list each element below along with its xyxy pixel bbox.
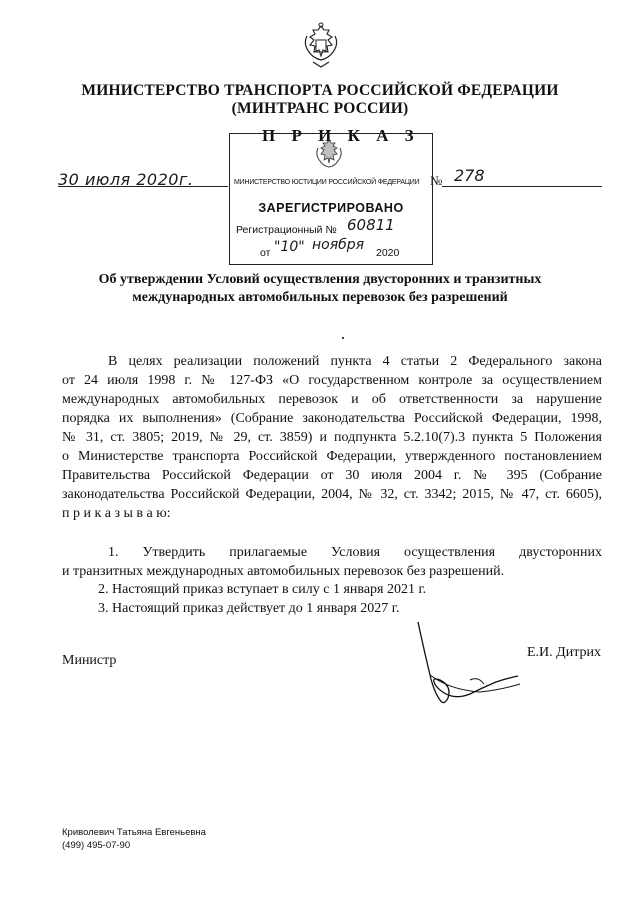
stamp-month: ноября bbox=[312, 237, 365, 253]
paragraph-line: В целях реализации положений пункта 4 статьи 2 Федерального закона bbox=[108, 354, 602, 369]
paragraph-line: о Министерстве транспорта Российской Федерации, утвержденного постановлением bbox=[62, 449, 602, 464]
registration-stamp bbox=[229, 133, 433, 265]
ministry-name: МИНИСТЕРСТВО ТРАНСПОРТА РОССИЙСКОЙ ФЕДЕРАЦИИ bbox=[81, 82, 559, 99]
stamp-organization: МИНИСТЕРСТВО ЮСТИЦИИ РОССИЙСКОЙ ФЕДЕРАЦИИ bbox=[234, 179, 420, 186]
stamp-reg-number: 60811 bbox=[347, 216, 395, 234]
ministry-short-name: (МИНТРАНС РОССИИ) bbox=[231, 100, 409, 117]
signer-name: Е.И. Дитрих bbox=[527, 645, 601, 660]
item-3: 3. Настоящий приказ действует до 1 января 2027 г. bbox=[98, 600, 400, 616]
paragraph-line: п р и к а з ы в а ю: bbox=[62, 506, 171, 521]
title-line: международных автомобильных перевозок без разрешений bbox=[132, 290, 508, 305]
stamp-year: 2020 bbox=[376, 247, 400, 259]
doc-type: П Р И К А З bbox=[262, 126, 420, 145]
speck bbox=[342, 337, 344, 339]
paragraph-line: от 24 июля 1998 г. № 127-ФЗ «О государственном контроле за осуществлением bbox=[62, 373, 602, 388]
executor-phone: (499) 495-07-90 bbox=[62, 840, 131, 851]
paragraph-line: законодательства Российской Федерации, 2004, № 32, ст. 3342; 2015, № 47, ст. 6605), bbox=[62, 487, 602, 502]
item-1: 1. Утвердить прилагаемые Условия осуществления двусторонних bbox=[108, 545, 602, 560]
order-date: 30 июля 2020г. bbox=[58, 170, 194, 189]
stamp-emblem-icon bbox=[312, 137, 346, 173]
stamp-reg-label: Регистрационный № bbox=[236, 224, 337, 236]
preamble-paragraph bbox=[62, 352, 602, 523]
stamp-day: "10" bbox=[274, 239, 305, 255]
coat-of-arms-icon bbox=[299, 22, 343, 70]
paragraph-line: № 31, ст. 3805; 2019, № 29, ст. 3859) и подпункта 5.2.10(7).3 пункта 5 Положения bbox=[62, 430, 602, 445]
signer-position: Министр bbox=[62, 653, 117, 668]
item-2: 2. Настоящий приказ вступает в силу с 1 января 2021 г. bbox=[98, 582, 427, 597]
ministry-header bbox=[0, 82, 640, 118]
executor-info bbox=[62, 826, 206, 852]
executor-name: Криволевич Татьяна Евгеньевна bbox=[62, 827, 206, 838]
stamp-date-prefix: от bbox=[260, 247, 271, 259]
handwritten-signature bbox=[410, 620, 530, 710]
paragraph-line: Правительства Российской Федерации от 30 июля 2004 г. № 395 (Собрание bbox=[62, 468, 602, 483]
order-items bbox=[62, 544, 602, 618]
paragraph-line: международных автомобильных перевозок и об ответственности за нарушение bbox=[62, 392, 602, 407]
item-1-cont: и транзитных международных автомобильных перевозок без разрешений. bbox=[62, 563, 505, 579]
number-underline bbox=[442, 186, 602, 187]
order-number: 278 bbox=[454, 166, 485, 185]
title-line: Об утверждении Условий осуществления двусторонних и транзитных bbox=[98, 272, 542, 287]
paragraph-line: порядка их выполнения» (Собрание законодательства Российской Федерации, 1998, bbox=[62, 411, 602, 426]
number-sign: № bbox=[430, 173, 443, 188]
order-title bbox=[0, 271, 640, 307]
stamp-registered: ЗАРЕГИСТРИРОВАНО bbox=[258, 201, 404, 215]
date-underline bbox=[58, 186, 228, 187]
